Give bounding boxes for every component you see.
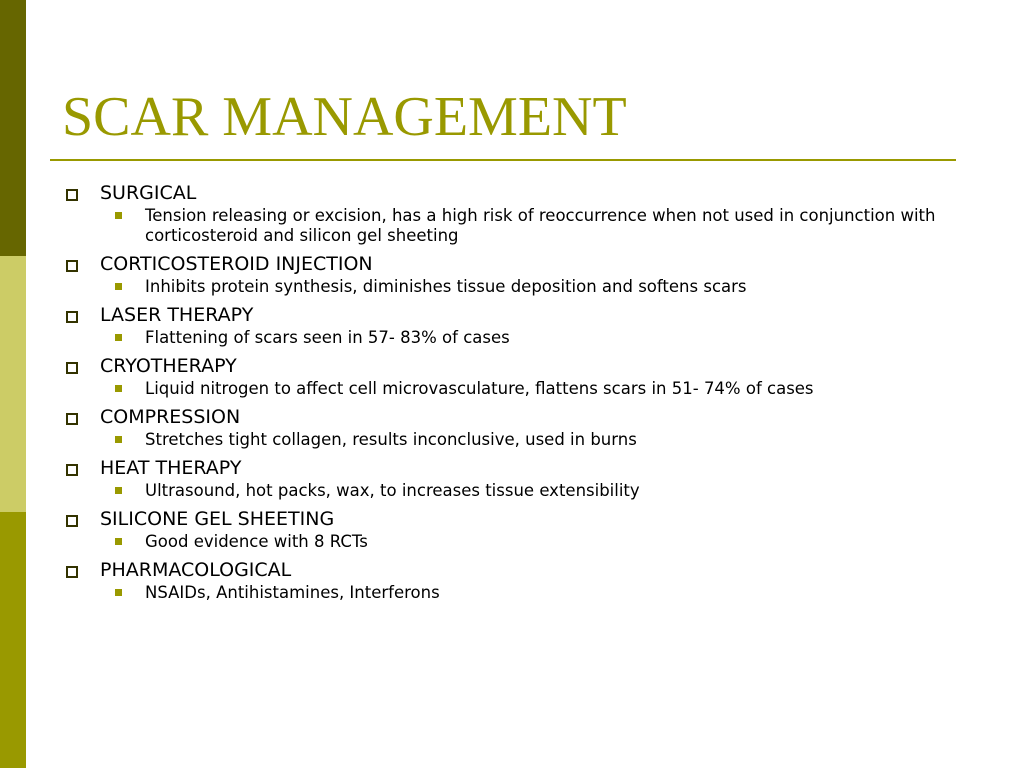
bullet-list [0,181,1024,609]
list-item [0,507,1024,552]
bullet-heading: SURGICAL [100,182,197,204]
bullet-heading: SILICONE GEL SHEETING [100,508,335,530]
filled-square-bullet-icon [115,487,122,494]
bullet-detail: Tension releasing or excision, has a high risk of reoccurrence when not used in conjunction with corticosteroid and silicon gel sheeting [145,206,936,245]
list-item [0,252,1024,297]
filled-square-bullet-icon [115,334,122,341]
bullet-heading: PHARMACOLOGICAL [100,559,292,581]
hollow-square-bullet-icon [66,189,78,201]
filled-square-bullet-icon [115,283,122,290]
bullet-detail: Ultrasound, hot packs, wax, to increases tissue extensibility [145,481,640,500]
hollow-square-bullet-icon [66,362,78,374]
list-item [0,354,1024,399]
list-item [0,456,1024,501]
slide-title: SCAR MANAGEMENT [62,86,627,148]
hollow-square-bullet-icon [66,464,78,476]
list-item [0,558,1024,603]
bullet-heading: COMPRESSION [100,406,241,428]
filled-square-bullet-icon [115,589,122,596]
bullet-heading: LASER THERAPY [100,304,254,326]
hollow-square-bullet-icon [66,413,78,425]
filled-square-bullet-icon [115,385,122,392]
bullet-heading: CORTICOSTEROID INJECTION [100,253,373,275]
bullet-heading: HEAT THERAPY [100,457,242,479]
filled-square-bullet-icon [115,212,122,219]
bullet-detail: Stretches tight collagen, results inconclusive, used in burns [145,430,637,449]
hollow-square-bullet-icon [66,311,78,323]
title-underline [50,159,956,161]
bullet-detail: NSAIDs, Antihistamines, Interferons [145,583,440,602]
list-item [0,303,1024,348]
list-item [0,181,1024,246]
filled-square-bullet-icon [115,538,122,545]
hollow-square-bullet-icon [66,260,78,272]
hollow-square-bullet-icon [66,566,78,578]
bullet-detail: Good evidence with 8 RCTs [145,532,368,551]
list-item [0,405,1024,450]
hollow-square-bullet-icon [66,515,78,527]
bullet-detail: Inhibits protein synthesis, diminishes tissue deposition and softens scars [145,277,747,296]
bullet-detail: Flattening of scars seen in 57- 83% of cases [145,328,510,347]
bullet-heading: CRYOTHERAPY [100,355,237,377]
filled-square-bullet-icon [115,436,122,443]
bullet-detail: Liquid nitrogen to affect cell microvasculature, flattens scars in 51- 74% of cases [145,379,814,398]
